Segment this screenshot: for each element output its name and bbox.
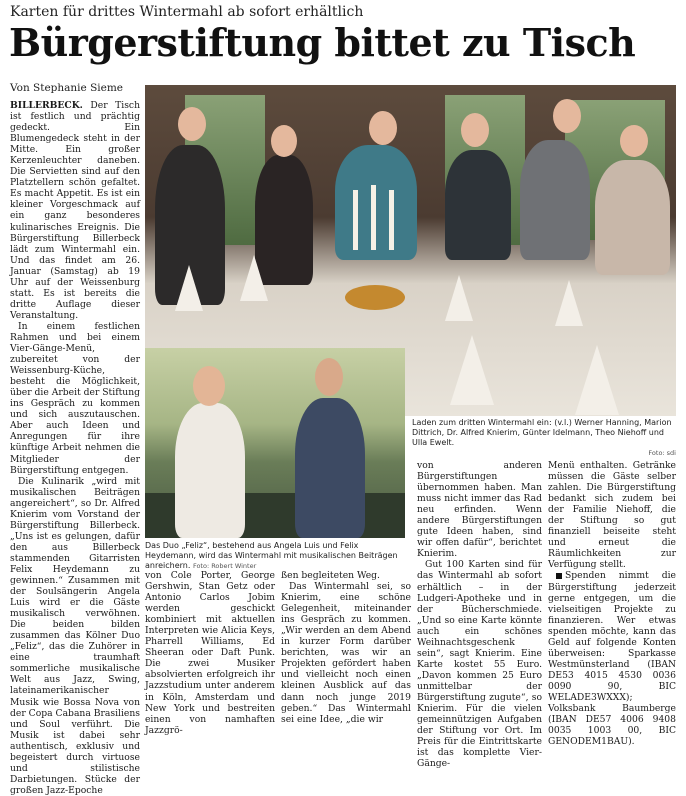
- guitarist: [295, 398, 365, 538]
- singer: [175, 403, 245, 538]
- paragraph: Menü enthalten. Getränke müssen die Gäste selber zahlen. Die Bürgerstiftung bedankt sich zudem bei der Familie Niehoff, die der Stiftung so gut finanziell beiseite steht und erneut die Räumlichkeiten zur Verfügung stellt.: [548, 460, 676, 571]
- paragraph-text: Der Tisch ist festlich und prächtig gedeckt. Ein Blumengedeck steht in der Mitte. Ein großer Kerzenleuchter daneben. Die Servietten sind auf den Platztellern schön gefaltet. Es macht Appetit. Es ist ein kleiner Vorgeschmack auf ein ganz besonderes kulinarisches Ereignis. Die Bürgerstiftung Billerbeck lädt zum Wintermahl ein. Und das findet am 26. Januar (Samstag) ab 19 Uhr auf der Weissenburg statt. Es ist bereits die dritte Auflage dieser Veranstaltung.: [10, 100, 140, 321]
- article-column-1: [10, 100, 140, 796]
- article-column-3: [281, 570, 411, 725]
- candle: [389, 190, 394, 250]
- dateline: BILLERBECK.: [10, 100, 83, 111]
- paragraph: Gut 100 Karten sind für das Wintermahl ab sofort erhältlich – in der Ludgeri-Apotheke und in der Bücherschmiede. „Und so eine Karte könnte auch ein schönes Weihnachtsgeschenk sein“, sagt Knierim. Eine Karte kostet 55 Euro. „Davon kommen 25 Euro unmittelbar der Bürgerstiftung zugute“, so Knierim. Für die vielen gemeinnützigen Aufgaben der Stiftung vor Ort. Im Preis für die Eintrittskarte ist das komplette Vier-Gänge-: [417, 559, 542, 770]
- napkin: [175, 265, 203, 311]
- article-column-5: [548, 460, 676, 747]
- candle: [371, 185, 376, 250]
- kicker: Karten für drittes Wintermahl ab sofort erhältlich: [10, 4, 364, 20]
- paragraph: In einem festlichen Rahmen und bei einem Vier-Gänge-Menü, zubereitet von der Weissenburg-Küche, besteht die Möglichkeit, über die Arbeit der Stiftung ins Gespräch zu kommen und sich auszutauschen. Aber auch Ideen und Anregungen für ihre künftige Arbeit nehmen die Mitglieder der Bürgerstiftung entgegen.: [10, 320, 140, 476]
- napkin: [450, 335, 494, 405]
- person-head: [620, 125, 648, 157]
- paragraph: Das Wintermahl sei, so Knierim, eine schöne Gelegenheit, miteinander ins Gespräch zu kommen. „Wir werden an dem Abend in kurzer Form darüber berichten, was wir an Projekten gefördert haben und vielleicht noch einen kleinen Ausblick auf das dann noch junge 2019 geben.“ Das Wintermahl sei eine Idee, „die wir: [281, 581, 411, 725]
- article-column-4: [417, 460, 542, 769]
- paragraph-text: Spenden nimmt die Bürgerstiftung jederzeit gerne entgegen, um die vielseitigen Projekte zu finanzieren. Wer etwas spenden möchte, kann das Geld auf folgende Konten überweisen: Sparkasse Westmünsterland (IBAN DE53 4015 4530 0036 0090 90, BIC WELADE3WXXX); Volksbank Baumberge (IBAN DE57 4006 9408 0035 1003 00, BIC GENODEM1BAU).: [548, 570, 676, 748]
- duo-photo: [145, 348, 405, 538]
- article-column-2: [145, 570, 275, 736]
- photo-caption-duo: [145, 541, 405, 571]
- person-head: [553, 99, 581, 133]
- paragraph: ßen begleiteten Weg.: [281, 570, 380, 581]
- caption-text: Das Duo „Feliz“, bestehend aus Angela Luis und Felix Heydemann, wird das Wintermahl mit musikalischen Beiträgen anreichern.: [145, 541, 398, 570]
- person-head: [461, 113, 489, 147]
- person: [520, 140, 590, 260]
- napkin: [445, 275, 473, 321]
- paragraph: Die Kulinarik „wird mit musikalischen Beiträgen angereichert“, so Dr. Alfred Knierim vom Vorstand der Bürgerstiftung Billerbeck. „Uns ist es gelungen, dafür den aus Billerbeck stammenden Gitarristen Felix Heydemann zu gewinnen.“ Zusammen mit der Soulsängerin Angela Luis wird er die Gäste musikalisch verwöhnen. Die beiden bilden zusammen das Kölner Duo „Feliz“, das die Zuhörer in eine traumhaft sommerliche musikalische Welt aus Jazz, Swing, lateinamerikanischer Musik wie Bossa Nova von der Copa Cabana Brasiliens und Soul verführt. Die Musik ist dabei sehr authentisch, exklusiv und begeistert durch virtuose und stilistische Darbietungen. Stücke der großen Jazz-Epoche: [10, 475, 140, 796]
- bullet-square-icon: [556, 573, 562, 579]
- photo-credit: Foto: Robert Winter: [192, 562, 257, 570]
- paragraph: [10, 100, 140, 321]
- photo-credit: Foto: sdi: [648, 449, 676, 457]
- caption-text: Laden zum dritten Wintermahl ein: (v.l.) Werner Hanning, Marion Dittrich, Dr. Alfred Knierim, Günter Idelmann, Theo Niehoff und Ulla Ewelt.: [412, 418, 672, 447]
- napkin: [555, 280, 583, 326]
- person-head: [178, 107, 206, 141]
- person: [445, 150, 511, 260]
- headline: Bürgerstiftung bittet zu Tisch: [9, 20, 636, 65]
- guitarist-head: [315, 358, 343, 396]
- person-head: [369, 111, 397, 145]
- person: [595, 160, 670, 275]
- person: [335, 145, 417, 260]
- singer-head: [193, 366, 225, 406]
- byline: Von Stephanie Sieme: [10, 82, 124, 94]
- paragraph: von Cole Porter, George Gershwin, Stan Getz oder Antonio Carlos Jobim werden geschickt kombiniert mit aktuellen Interpreten wie Alicia Keys, Pharrell Williams, Ed Sheeran oder Daft Punk. Die zwei Musiker absolvierten erfolgreich ihr Jazzstudium unter anderem in Köln, Amsterdam und New York und bestreiten einen von namhaften Jazzgrö-: [145, 570, 275, 736]
- napkin: [575, 345, 619, 415]
- person-head: [271, 125, 297, 157]
- napkin: [240, 255, 268, 301]
- photo-caption-main: [412, 418, 676, 458]
- paragraph: von anderen Bürgerstiftungen übernommen haben. Man muss nicht immer das Rad neu erfinden. Wenn andere Bürgerstiftungen gute Ideen haben, sind wir offen dafür“, berichtet Knierim.: [417, 460, 542, 560]
- paragraph: [548, 570, 676, 747]
- flower-arrangement: [345, 285, 405, 310]
- candle: [353, 190, 358, 250]
